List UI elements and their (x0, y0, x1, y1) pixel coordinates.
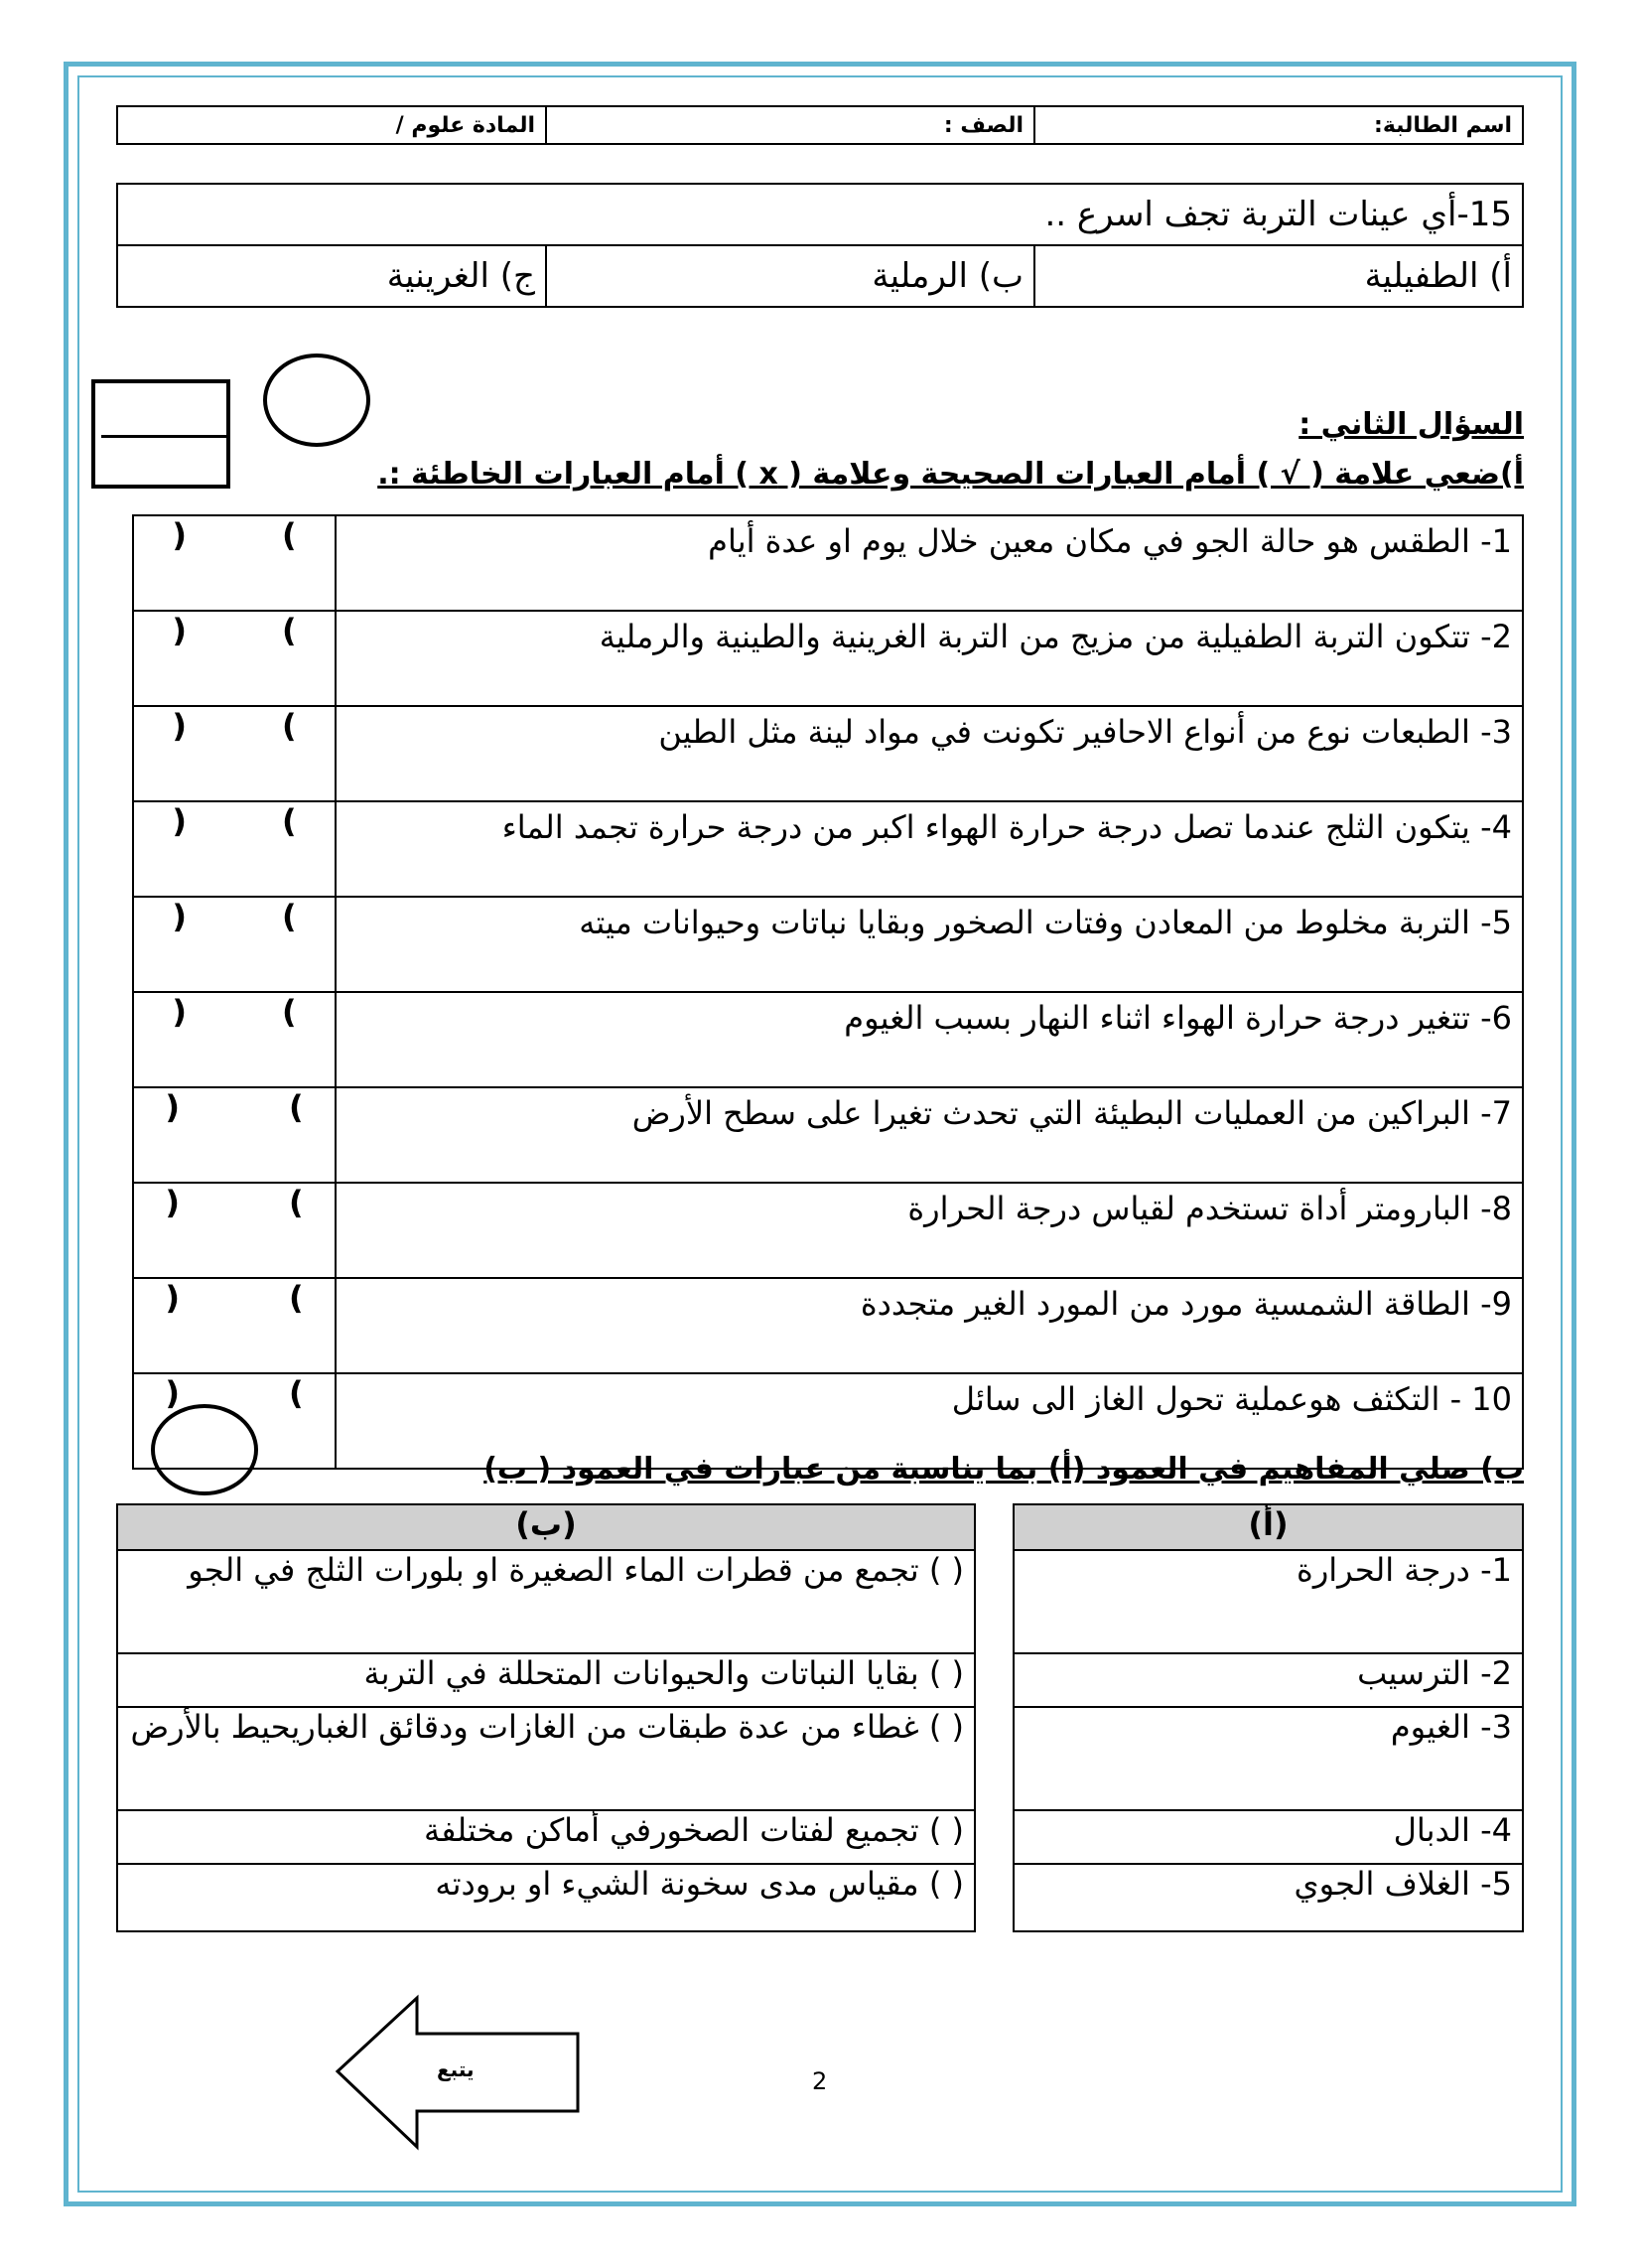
answer-box[interactable] (133, 897, 336, 992)
answer-box[interactable] (133, 515, 336, 611)
answer-box[interactable] (133, 801, 336, 897)
definition-item[interactable]: ( ) تجميع لفتات الصخورفي أماكن مختلفة (117, 1810, 975, 1864)
statement-row (133, 1278, 1523, 1373)
answer-box[interactable] (133, 1278, 336, 1373)
paren-open: ) (289, 1184, 304, 1221)
statement-text: 10 - التكثف هوعملية تحول الغاز الى سائل (336, 1373, 1523, 1469)
student-name-cell: اسم الطالبة: (1034, 106, 1523, 144)
column-a-table (1013, 1503, 1524, 1932)
statement-text: 3- الطبعات نوع من أنواع الاحافير تكونت في مواد لينة مثل الطين (336, 706, 1523, 801)
instruction-b: ب) صلي المفاهيم في العمود (أ) بما يناسبة من عبارات في العمود ( ب) (483, 1452, 1524, 1487)
statement-row (133, 515, 1523, 611)
instruction-a: أ)ضعي علامة ( √ ) أمام العبارات الصحيحة وعلامة ( x ) أمام العبارات الخاطئة :. (377, 457, 1524, 492)
column-a-row (1014, 1550, 1523, 1653)
section2-title: السؤال الثاني : (1299, 407, 1524, 442)
statement-row (133, 1183, 1523, 1278)
concept-item: 4- الدبال (1014, 1810, 1523, 1864)
score-circle-2 (151, 1404, 258, 1495)
statement-row (133, 801, 1523, 897)
paren-open: ) (282, 516, 297, 554)
paren-close: ( (172, 516, 187, 554)
statement-row (133, 706, 1523, 801)
column-b-row (117, 1864, 975, 1931)
paren-close: ( (172, 898, 187, 935)
score-circle (263, 354, 370, 447)
definition-item[interactable]: ( ) مقياس مدى سخونة الشيء او برودته (117, 1864, 975, 1931)
paren-open: ) (282, 802, 297, 840)
paren-open: ) (282, 612, 297, 649)
score-box-line (101, 435, 226, 438)
col-b-header: (ب) (117, 1504, 975, 1550)
answer-box[interactable] (133, 992, 336, 1087)
concept-item: 2- الترسيب (1014, 1653, 1523, 1707)
statement-text: 5- التربة مخلوط من المعادن وفتات الصخور وبقايا نباتات وحيوانات ميته (336, 897, 1523, 992)
answer-box[interactable] (133, 1183, 336, 1278)
statement-text: 6- تتغير درجة حرارة الهواء اثناء النهار بسبب الغيوم (336, 992, 1523, 1087)
paren-close: ( (165, 1279, 180, 1317)
statement-text: 7- البراكين من العمليات البطيئة التي تحدث تغيرا على سطح الأرض (336, 1087, 1523, 1183)
q15-option-b: ب) الرملية (546, 245, 1034, 307)
column-b-row (117, 1653, 975, 1707)
concept-item: 3- الغيوم (1014, 1707, 1523, 1810)
paren-close: ( (165, 1088, 180, 1126)
true-false-table (132, 514, 1524, 1470)
paren-open: ) (289, 1374, 304, 1412)
paren-close: ( (165, 1184, 180, 1221)
paren-open: ) (282, 707, 297, 745)
header-table (116, 105, 1524, 145)
paren-open: ) (289, 1279, 304, 1317)
col-a-header: (أ) (1014, 1504, 1523, 1550)
concept-item: 1- درجة الحرارة (1014, 1550, 1523, 1653)
q15-question: 15-أي عينات التربة تجف اسرع .. (117, 184, 1523, 245)
paren-close: ( (165, 1374, 180, 1412)
paren-open: ) (289, 1088, 304, 1126)
statement-text: 8- البارومتر أداة تستخدم لقياس درجة الحرارة (336, 1183, 1523, 1278)
definition-item[interactable]: ( ) تجمع من قطرات الماء الصغيرة او بلورات الثلج في الجو (117, 1550, 975, 1653)
statement-text: 2- تتكون التربة الطفيلية من مزيج من التربة الغرينية والطينية والرملية (336, 611, 1523, 706)
column-a-row (1014, 1810, 1523, 1864)
definition-item[interactable]: ( ) غطاء من عدة طبقات من الغازات ودقائق الغباريحيط بالأرض (117, 1707, 975, 1810)
concept-item: 5- الغلاف الجوي (1014, 1864, 1523, 1931)
column-b-table (116, 1503, 976, 1932)
q15-table (116, 183, 1524, 308)
paren-close: ( (172, 802, 187, 840)
column-a-row (1014, 1653, 1523, 1707)
column-a-row (1014, 1864, 1523, 1931)
definition-item[interactable]: ( ) بقايا النباتات والحيوانات المتحللة في التربة (117, 1653, 975, 1707)
statement-text: 4- يتكون الثلج عندما تصل درجة حرارة الهواء اكبر من درجة حرارة تجمد الماء (336, 801, 1523, 897)
statement-row (133, 611, 1523, 706)
class-cell: الصف : (546, 106, 1034, 144)
paren-open: ) (282, 993, 297, 1031)
score-box (91, 379, 230, 489)
statement-row (133, 992, 1523, 1087)
paren-close: ( (172, 707, 187, 745)
paren-close: ( (172, 612, 187, 649)
answer-box[interactable] (133, 1087, 336, 1183)
paren-open: ) (282, 898, 297, 935)
arrow-label: يتبع (437, 2057, 475, 2081)
column-b-row (117, 1707, 975, 1810)
page-number: 2 (812, 2067, 828, 2095)
statement-row (133, 1087, 1523, 1183)
q15-option-c: ج) الغرينية (117, 245, 546, 307)
answer-box[interactable] (133, 706, 336, 801)
q15-option-a: أ) الطفيلية (1034, 245, 1523, 307)
column-b-row (117, 1550, 975, 1653)
subject-cell: المادة علوم / (117, 106, 546, 144)
statement-text: 1- الطقس هو حالة الجو في مكان معين خلال يوم او عدة أيام (336, 515, 1523, 611)
paren-close: ( (172, 993, 187, 1031)
statement-row (133, 897, 1523, 992)
answer-box[interactable] (133, 611, 336, 706)
statement-text: 9- الطاقة الشمسية مورد من المورد الغير متجددة (336, 1278, 1523, 1373)
column-b-row (117, 1810, 975, 1864)
column-a-row (1014, 1707, 1523, 1810)
